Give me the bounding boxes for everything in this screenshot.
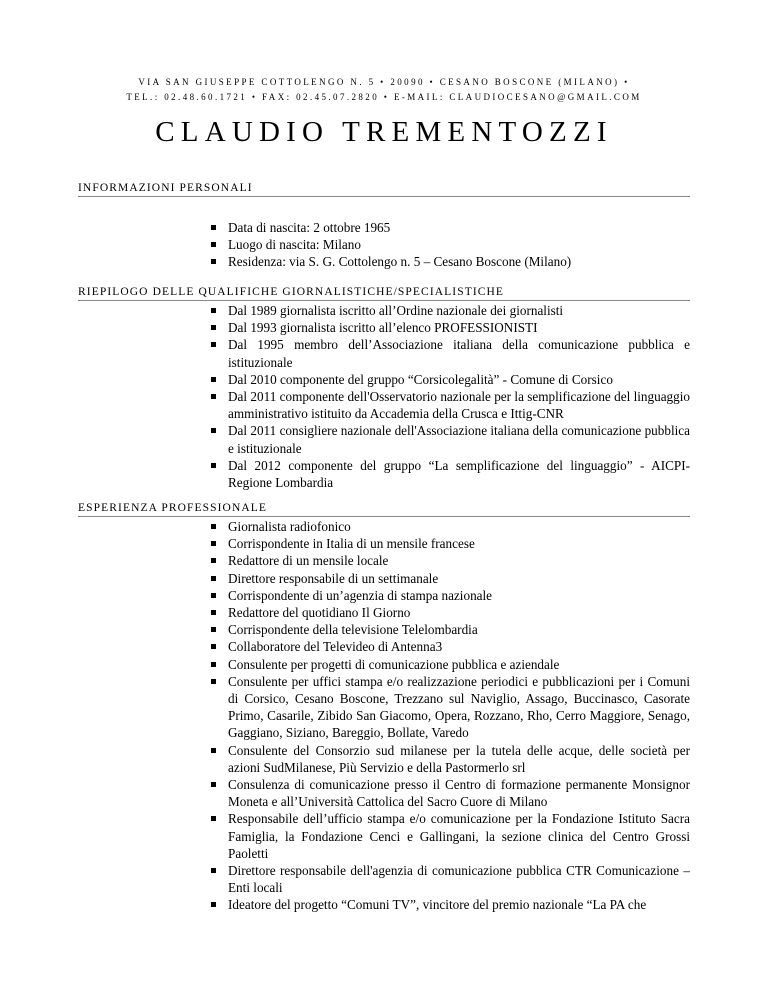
list-item: Dal 1995 membro dell’Associazione italiana della comunicazione pubblica e istituzionale [210, 336, 690, 370]
section-title-personal: INFORMAZIONI PERSONALI [78, 181, 690, 197]
list-item: Responsabile dell’ufficio stampa e/o comunicazione per la Fondazione Istituto Sacra Famiglia, la Fondazione Cenci e Gallingani, la sezione clinica del Centro Grossi Paoletti [210, 810, 690, 862]
list-item: Consulente per uffici stampa e/o realizzazione periodici e pubblicazioni per i Comuni di Corsico, Cesano Boscone, Trezzano sul Naviglio, Assago, Buccinasco, Casorate Primo, Casarile, Zibido San Giacomo, Opera, Rozzano, Rho, Cerro Maggiore, Senago, Gaggiano, Siziano, Bareggio, Bollate, Varedo [210, 673, 690, 742]
bullet-icon [211, 242, 216, 247]
bullet-icon [211, 541, 216, 546]
list-item: Corrispondente in Italia di un mensile francese [210, 535, 690, 552]
address-line: VIA SAN GIUSEPPE COTTOLENGO N. 5 • 20090 • CESANO BOSCONE (MILANO) • [138, 77, 630, 87]
bullet-icon [211, 342, 216, 347]
bullet-icon [211, 679, 216, 684]
list-item: Consulenza di comunicazione presso il Centro di formazione permanente Monsignor Moneta e all’Università Cattolica del Sacro Cuore di Milano [210, 776, 690, 810]
list-item: Dal 2011 componente dell'Osservatorio nazionale per la semplificazione del linguaggio amministrativo istituito da Accademia della Crusca e Ittig-CNR [210, 388, 690, 422]
qualifications-list [210, 302, 690, 491]
bullet-icon [211, 627, 216, 632]
bullet-icon [211, 377, 216, 382]
list-item: Consulente per progetti di comunicazione pubblica e aziendale [210, 656, 690, 673]
bullet-icon [211, 259, 216, 264]
bullet-icon [211, 748, 216, 753]
list-item: Dal 1989 giornalista iscritto all’Ordine nazionale dei giornalisti [210, 302, 690, 319]
list-item: Consulente del Consorzio sud milanese per la tutela delle acque, delle società per azioni SudMilanese, Più Servizio e della Pastormerlo srl [210, 742, 690, 776]
list-item: Corrispondente della televisione Telelombardia [210, 621, 690, 638]
list-item: Collaboratore del Televideo di Antenna3 [210, 638, 690, 655]
bullet-icon [211, 428, 216, 433]
bullet-icon [211, 902, 216, 907]
list-item: Luogo di nascita: Milano [210, 236, 690, 253]
bullet-icon [211, 593, 216, 598]
bullet-icon [211, 558, 216, 563]
section-title-qualifications: RIEPILOGO DELLE QUALIFICHE GIORNALISTICHE/SPECIALISTICHE [78, 285, 690, 301]
personal-list [210, 219, 690, 271]
bullet-icon [211, 868, 216, 873]
list-item: Dal 2012 componente del gruppo “La semplificazione del linguaggio” - AICPI-Regione Lombardia [210, 457, 690, 491]
bullet-icon [211, 308, 216, 313]
bullet-icon [211, 644, 216, 649]
bullet-icon [211, 463, 216, 468]
list-item: Dal 2011 consigliere nazionale dell'Associazione italiana della comunicazione pubblica e istituzionale [210, 422, 690, 456]
bullet-icon [211, 782, 216, 787]
list-item: Dal 2010 componente del gruppo “Corsicolegalità” - Comune di Corsico [210, 371, 690, 388]
list-item: Residenza: via S. G. Cottolengo n. 5 – Cesano Boscone (Milano) [210, 253, 690, 270]
bullet-icon [211, 325, 216, 330]
bullet-icon [211, 610, 216, 615]
list-item: Corrispondente di un’agenzia di stampa nazionale [210, 587, 690, 604]
list-item: Direttore responsabile dell'agenzia di comunicazione pubblica CTR Comunicazione – Enti locali [210, 862, 690, 896]
bullet-icon [211, 394, 216, 399]
list-item: Dal 1993 giornalista iscritto all’elenco PROFESSIONISTI [210, 319, 690, 336]
contact-line: TEL.: 02.48.60.1721 • FAX: 02.45.07.2820 • E-MAIL: CLAUDIOCESANO@GMAIL.COM [126, 92, 642, 102]
section-title-experience: ESPERIENZA PROFESSIONALE [78, 501, 690, 517]
bullet-icon [211, 662, 216, 667]
bullet-icon [211, 225, 216, 230]
list-item: Redattore di un mensile locale [210, 552, 690, 569]
person-name: CLAUDIO TREMENTOZZI [155, 116, 613, 148]
experience-list [210, 518, 690, 914]
list-item: Data di nascita: 2 ottobre 1965 [210, 219, 690, 236]
list-item: Giornalista radiofonico [210, 518, 690, 535]
list-item: Direttore responsabile di un settimanale [210, 570, 690, 587]
list-item: Ideatore del progetto “Comuni TV”, vincitore del premio nazionale “La PA che [210, 896, 690, 913]
bullet-icon [211, 816, 216, 821]
list-item: Redattore del quotidiano Il Giorno [210, 604, 690, 621]
bullet-icon [211, 576, 216, 581]
bullet-icon [211, 524, 216, 529]
